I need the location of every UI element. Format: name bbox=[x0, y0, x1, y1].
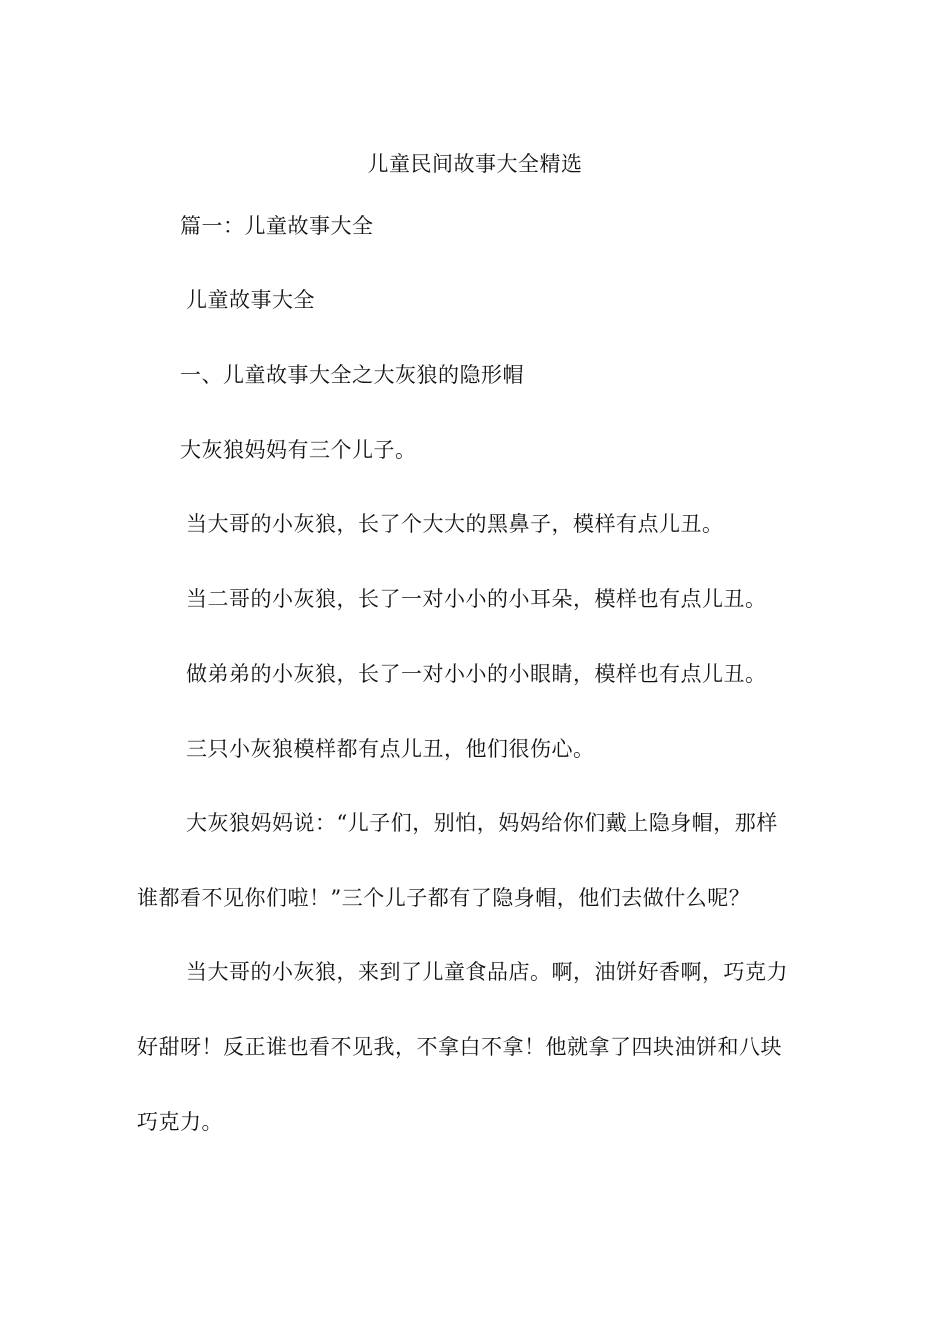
paragraph-line: 大灰狼妈妈有三个儿子。 bbox=[180, 438, 417, 462]
subheading: 儿童故事大全 bbox=[186, 288, 315, 312]
story-heading: 一、儿童故事大全之大灰狼的隐形帽 bbox=[180, 363, 524, 387]
paragraph-line: 三只小灰狼模样都有点儿丑，他们很伤心。 bbox=[186, 737, 595, 761]
paragraph-line: 做弟弟的小灰狼，长了一对小小的小眼睛，模样也有点儿丑。 bbox=[186, 662, 767, 686]
paragraph-line: 好甜呀！反正谁也看不见我，不拿白不拿！他就拿了四块油饼和八块 bbox=[137, 1035, 782, 1059]
paragraph-line: 谁都看不见你们啦！”三个儿子都有了隐身帽，他们去做什么呢？ bbox=[137, 886, 751, 910]
paragraph-line: 大灰狼妈妈说：“儿子们，别怕，妈妈给你们戴上隐身帽，那样 bbox=[186, 811, 778, 835]
paragraph-line: 巧克力。 bbox=[137, 1110, 223, 1134]
paragraph-line: 当二哥的小灰狼，长了一对小小的小耳朵，模样也有点儿丑。 bbox=[186, 587, 767, 611]
paragraph-line: 当大哥的小灰狼，来到了儿童食品店。啊，油饼好香啊，巧克力 bbox=[186, 960, 788, 984]
document-title: 儿童民间故事大全精选 bbox=[367, 152, 583, 176]
section-heading: 篇一：儿童故事大全 bbox=[180, 214, 374, 238]
paragraph-line: 当大哥的小灰狼，长了个大大的黑鼻子，模样有点儿丑。 bbox=[186, 512, 724, 536]
